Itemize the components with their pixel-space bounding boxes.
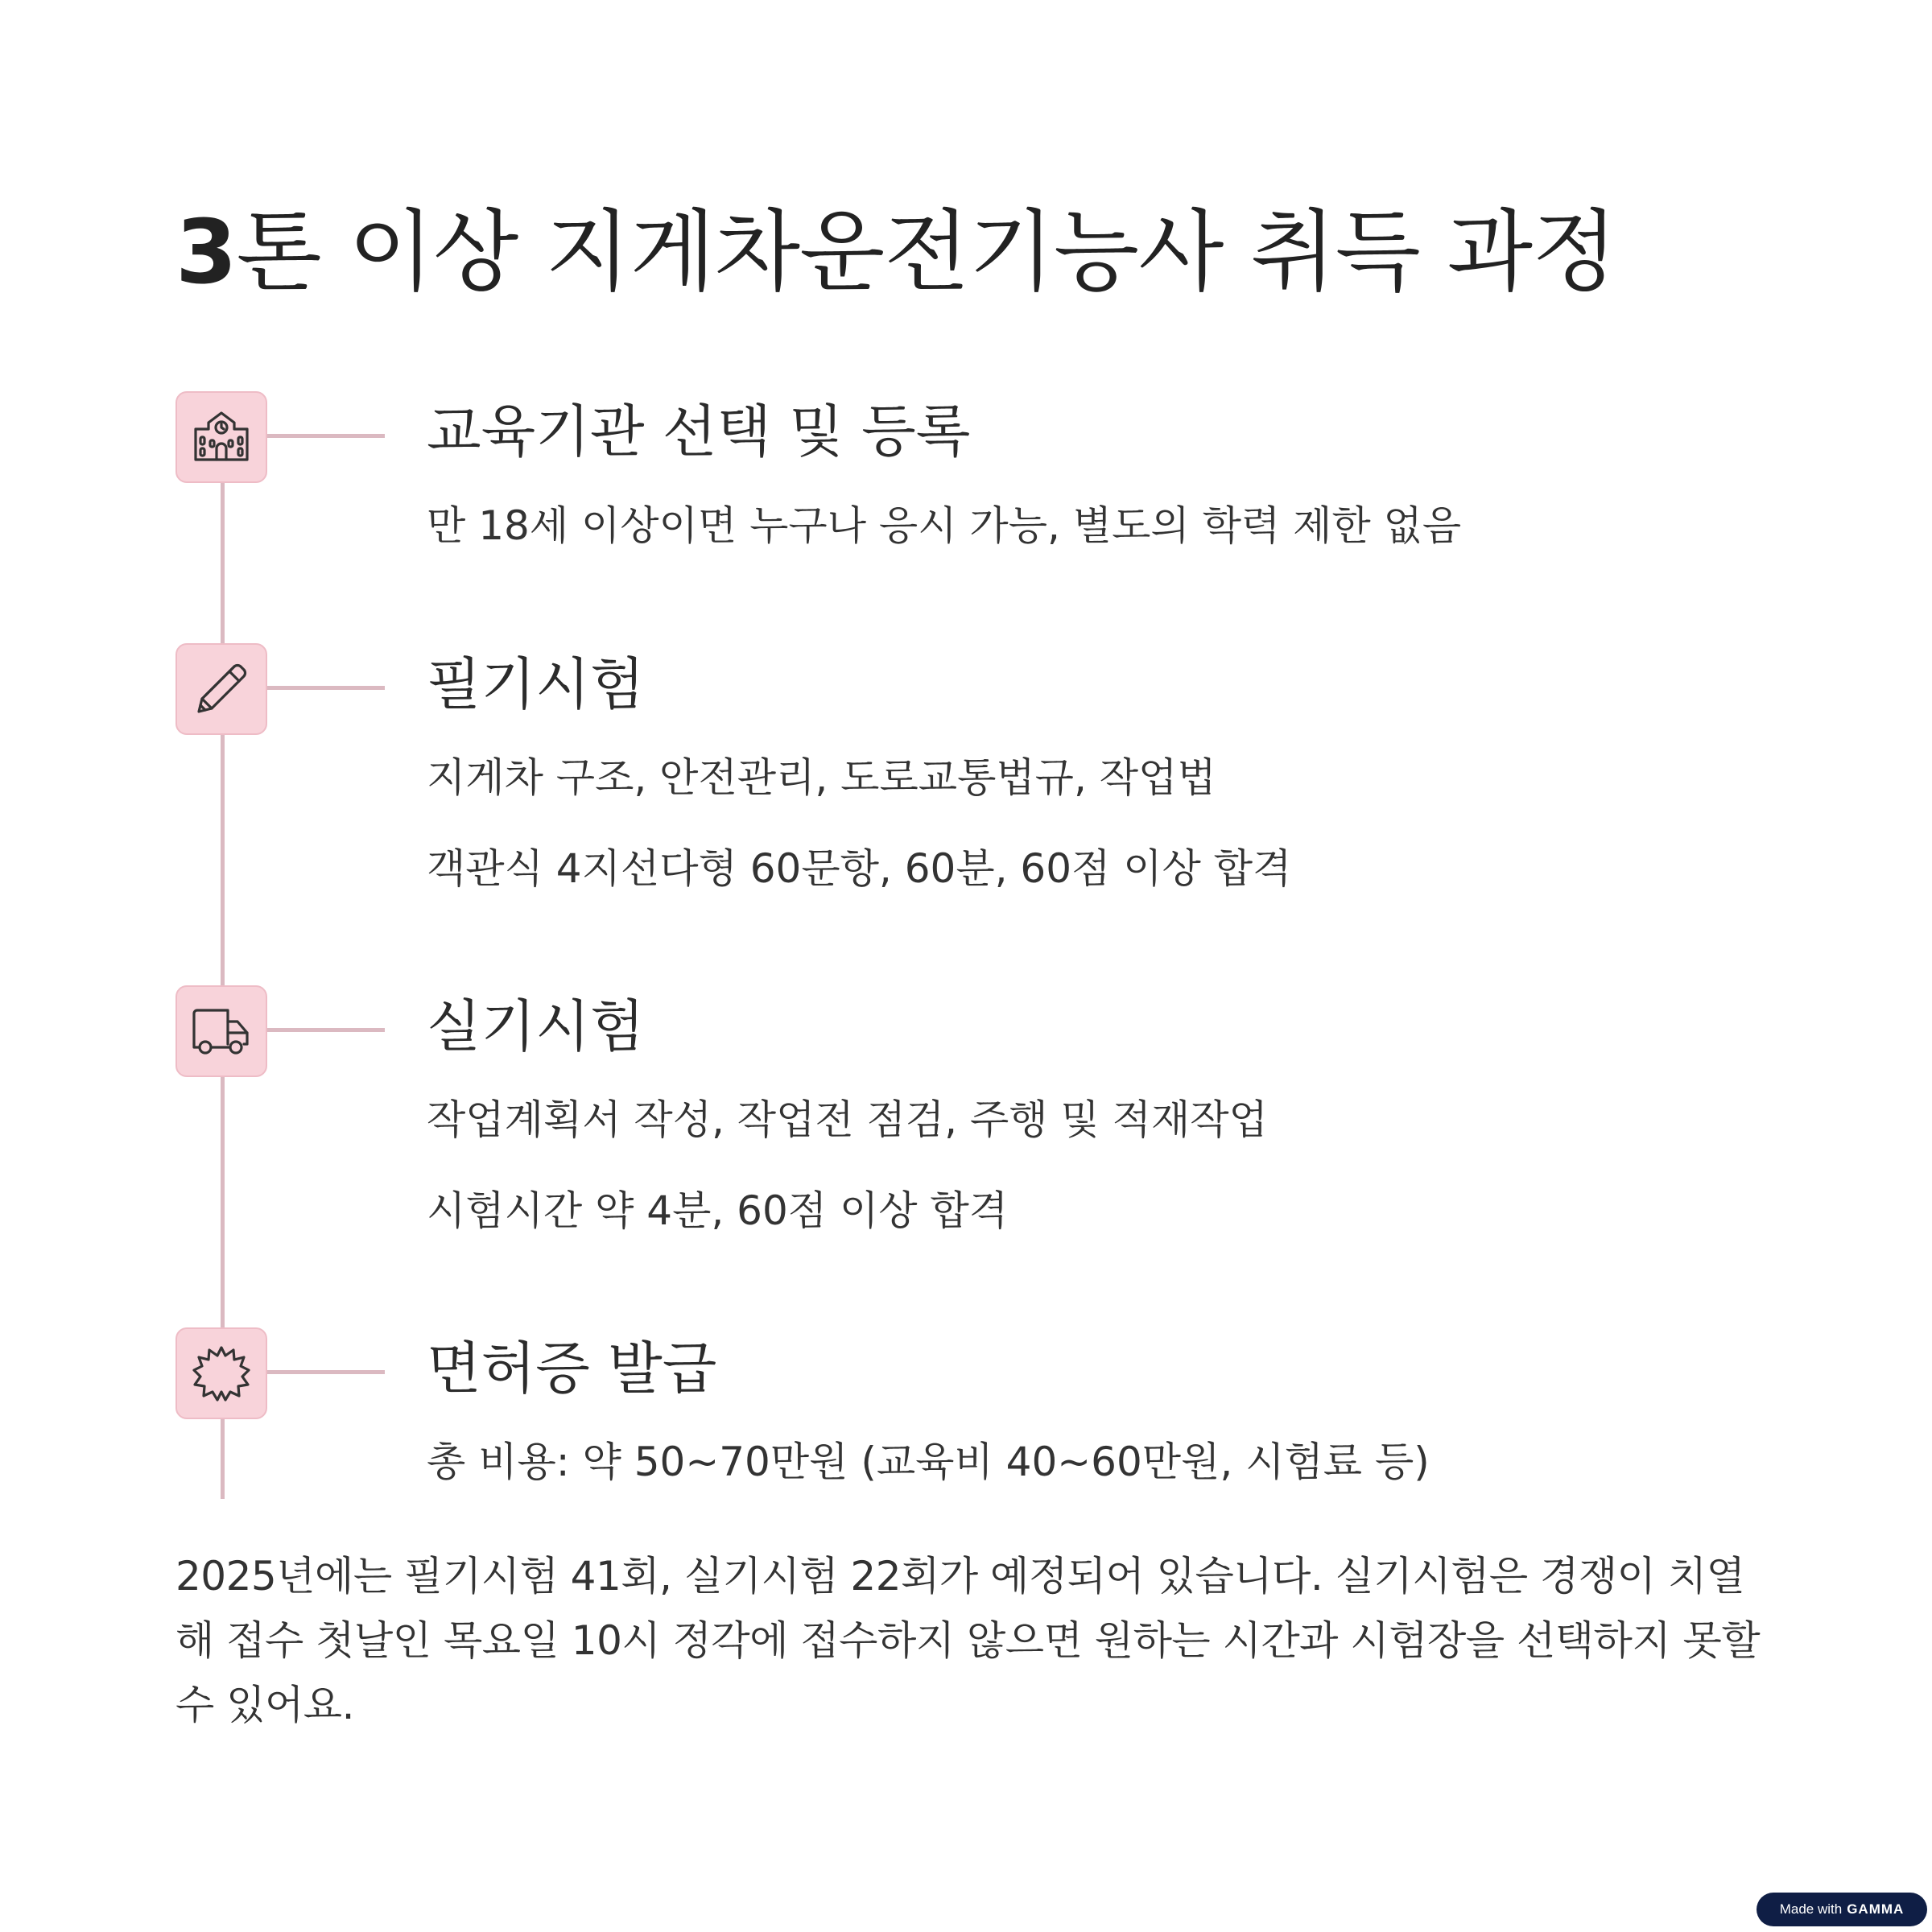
step-detail: 지게차 구조, 안전관리, 도로교통법규, 작업법 — [427, 754, 1216, 801]
step-title: 교육기관 선택 및 등록 — [427, 398, 971, 464]
step-title: 필기시험 — [427, 651, 645, 717]
connector-line — [267, 1028, 385, 1032]
made-with-gamma-badge[interactable] — [1757, 1893, 1927, 1926]
badge-brand-text: GAMMA — [1847, 1901, 1905, 1917]
step-title: 면허증 발급 — [427, 1335, 717, 1402]
title-lead: 3 — [175, 200, 237, 303]
step-detail: 시험시간 약 4분, 60점 이상 합격 — [427, 1187, 1009, 1234]
page-title — [175, 200, 1616, 304]
connector-line — [267, 1370, 385, 1374]
step-detail: 총 비용: 약 50~70만원 (교육비 40~60만원, 시험료 등) — [427, 1439, 1430, 1485]
badge-star-icon — [175, 1327, 267, 1419]
truck-icon — [175, 985, 267, 1077]
pencil-icon — [175, 643, 267, 735]
step-detail: 객관식 4지선다형 60문항, 60분, 60점 이상 합격 — [427, 845, 1292, 892]
badge-made-text: Made with — [1779, 1901, 1843, 1917]
step-detail: 작업계획서 작성, 작업전 점검, 주행 및 적재작업 — [427, 1096, 1268, 1143]
connector-line — [267, 686, 385, 690]
school-building-icon — [175, 391, 267, 483]
connector-line — [267, 434, 385, 438]
title-rest: 톤 이상 지게차운전기능사 취득 과정 — [236, 200, 1617, 303]
step-title: 실기시험 — [427, 993, 645, 1059]
footer-paragraph: 2025년에는 필기시험 41회, 실기시험 22회가 예정되어 있습니다. 실기시험은 경쟁이 치열해 접수 첫날인 목요일 10시 정각에 접수하지 않으면 원하는 시간과 시험장을 선택하지 못할 수 있어요. — [175, 1553, 1761, 1728]
step-detail: 만 18세 이상이면 누구나 응시 가능, 별도의 학력 제한 없음 — [427, 502, 1462, 549]
